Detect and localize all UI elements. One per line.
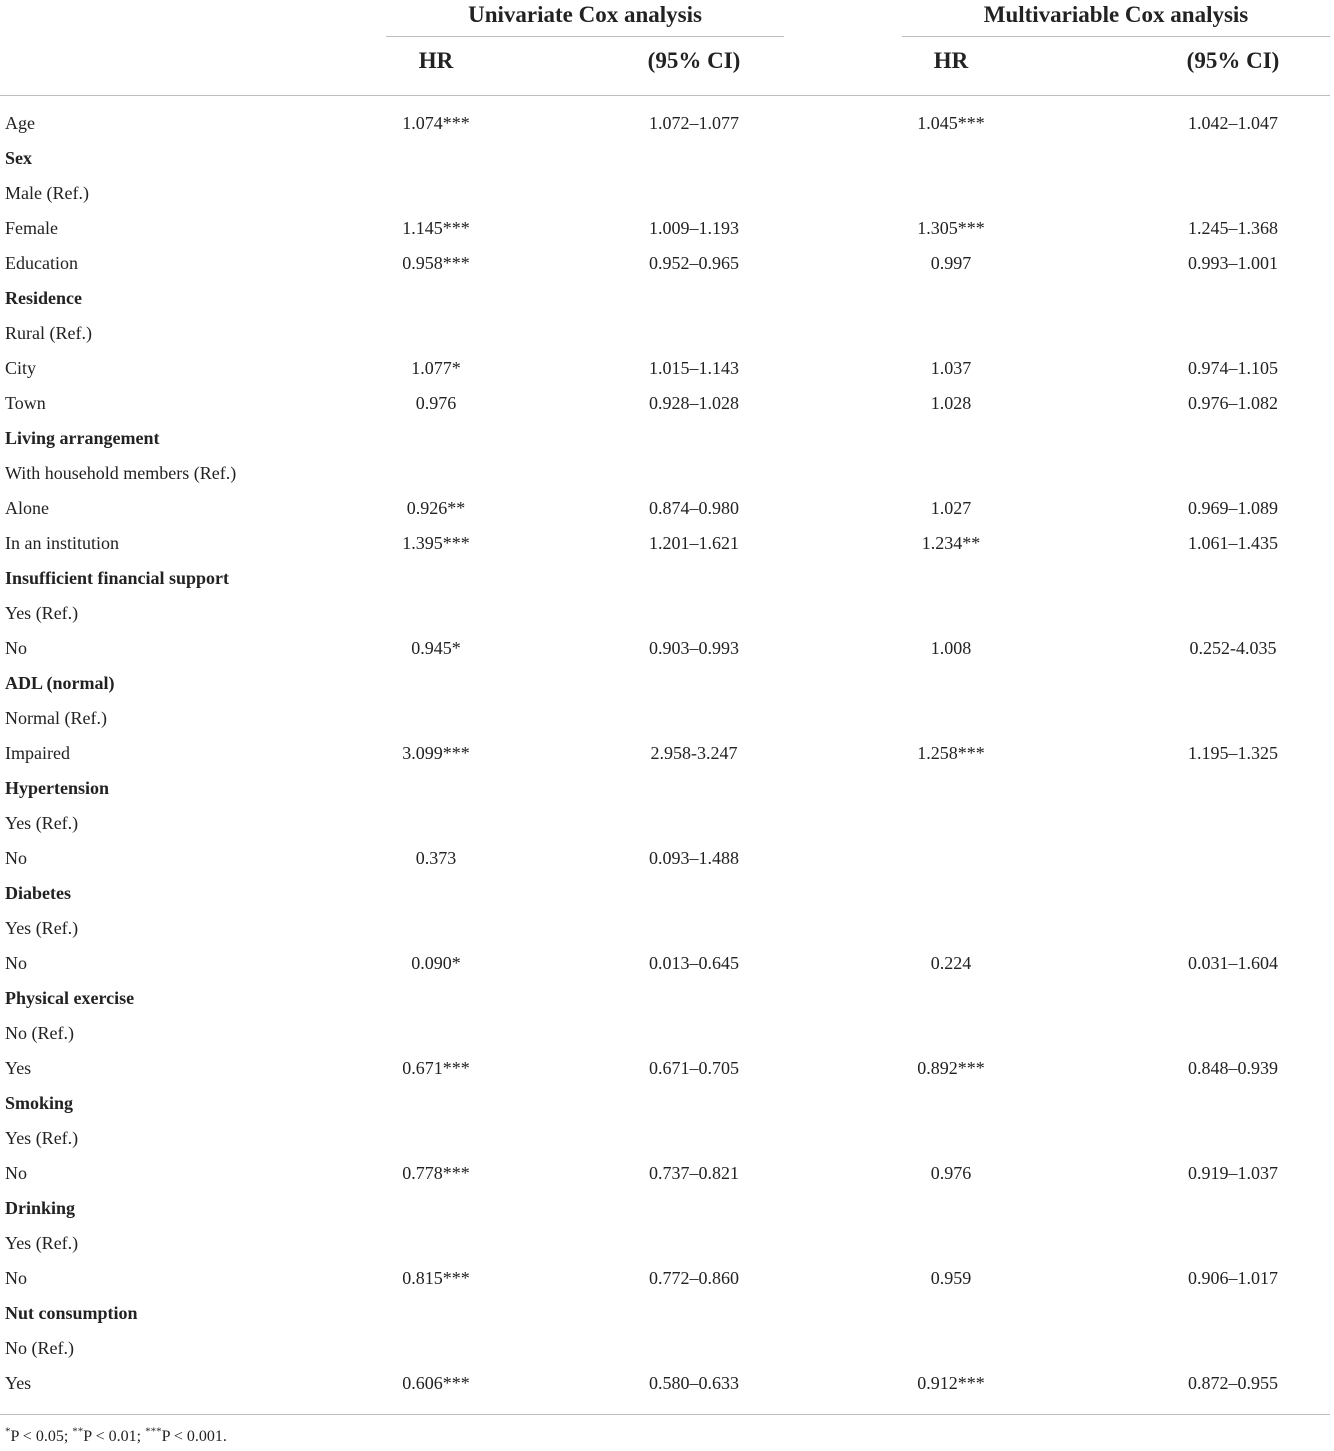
table-row (0, 1297, 1334, 1332)
univariate-hr: 0.606*** (402, 1373, 470, 1393)
univariate-ci: 0.671–0.705 (649, 1058, 739, 1078)
row-label: Drinking (5, 1198, 76, 1218)
footnote-text2: P < 0.01; (83, 1428, 146, 1445)
table-row (0, 387, 1334, 422)
row-label: No (5, 1163, 27, 1183)
footnote (5, 1425, 227, 1446)
multivariable-hr: 0.224 (930, 953, 972, 973)
univariate-underline (386, 36, 784, 37)
row-label: Hypertension (5, 778, 110, 798)
multivariable-ci: 0.976–1.082 (1188, 393, 1278, 413)
row-label: No (Ref.) (5, 1338, 74, 1358)
table-row (0, 877, 1334, 912)
univariate-hr: 1.077* (411, 358, 461, 378)
multivariable-hr: 1.028 (930, 393, 972, 413)
table-row (0, 527, 1334, 562)
univariate-ci: 0.903–0.993 (649, 638, 739, 658)
univariate-hr: 0.778*** (402, 1163, 470, 1183)
univariate-ci: 0.093–1.488 (649, 848, 739, 868)
hr-header-univariate: HR (418, 48, 454, 73)
header-divider (0, 95, 1330, 96)
multivariable-ci: 0.969–1.089 (1188, 498, 1278, 518)
table-row (0, 352, 1334, 387)
row-label: No (5, 1268, 27, 1288)
row-label: With household members (Ref.) (5, 463, 237, 483)
table-row (0, 947, 1334, 982)
multivariable-hr: 0.976 (930, 1163, 972, 1183)
footnote-sig1: * (5, 1425, 11, 1438)
multivariable-ci: 0.872–0.955 (1188, 1373, 1278, 1393)
table-row (0, 842, 1334, 877)
table-row (0, 807, 1334, 842)
row-label: Yes (Ref.) (5, 813, 79, 833)
table-row (0, 912, 1334, 947)
table-row (0, 1122, 1334, 1157)
table-row (0, 562, 1334, 597)
table-row (0, 1367, 1334, 1402)
table-row (0, 1262, 1334, 1297)
table-row (0, 247, 1334, 282)
row-label: Living arrangement (5, 428, 160, 448)
multivariable-ci: 0.906–1.017 (1188, 1268, 1278, 1288)
univariate-ci: 0.874–0.980 (649, 498, 739, 518)
table-row (0, 177, 1334, 212)
row-label: Yes (Ref.) (5, 603, 79, 623)
table-row (0, 1227, 1334, 1262)
multivariable-hr: 1.045*** (917, 113, 985, 133)
multivariable-ci: 1.061–1.435 (1188, 533, 1278, 553)
table-row (0, 702, 1334, 737)
multivariable-hr: 1.027 (930, 498, 972, 518)
multivariable-hr: 0.959 (930, 1268, 972, 1288)
hr-header-multivariable: HR (933, 48, 969, 73)
row-label: City (5, 358, 37, 378)
univariate-ci: 0.013–0.645 (649, 953, 739, 973)
row-label: Town (5, 393, 46, 413)
table-row (0, 1157, 1334, 1192)
row-label: Nut consumption (5, 1303, 138, 1323)
table-row (0, 632, 1334, 667)
row-label: ADL (normal) (5, 673, 115, 693)
multivariable-ci: 0.974–1.105 (1188, 358, 1278, 378)
row-label: Physical exercise (5, 988, 135, 1008)
multivariable-ci: 1.245–1.368 (1188, 218, 1278, 238)
univariate-ci: 1.009–1.193 (649, 218, 739, 238)
univariate-hr: 0.926** (406, 498, 466, 518)
multivariable-ci: 0.919–1.037 (1188, 1163, 1278, 1183)
table-row (0, 422, 1334, 457)
univariate-hr: 0.945* (411, 638, 461, 658)
multivariable-ci: 1.195–1.325 (1188, 743, 1278, 763)
multivariable-ci: 0.031–1.604 (1188, 953, 1278, 973)
multivariable-hr: 1.008 (930, 638, 972, 658)
footnote-text3: P < 0.001. (161, 1428, 227, 1445)
univariate-hr: 1.395*** (402, 533, 470, 553)
univariate-hr: 1.145*** (402, 218, 470, 238)
footnote-text1: P < 0.05; (10, 1428, 73, 1445)
multivariable-hr: 1.234** (921, 533, 981, 553)
row-label: Alone (5, 498, 49, 518)
table-row (0, 142, 1334, 177)
row-label: Sex (5, 148, 32, 168)
multivariable-ci: 0.252-4.035 (1189, 638, 1277, 658)
univariate-ci: 0.737–0.821 (649, 1163, 739, 1183)
multivariable-hr: 0.997 (930, 253, 972, 273)
table-row (0, 282, 1334, 317)
row-label: Yes (5, 1373, 32, 1393)
row-label: In an institution (5, 533, 119, 553)
univariate-hr: 0.815*** (402, 1268, 470, 1288)
univariate-hr: 1.074*** (402, 113, 470, 133)
table-row (0, 212, 1334, 247)
table-row (0, 597, 1334, 632)
multivariable-hr: 1.037 (930, 358, 972, 378)
row-label: No (Ref.) (5, 1023, 74, 1043)
footnote-sig2: ** (72, 1425, 84, 1438)
univariate-hr: 0.671*** (402, 1058, 470, 1078)
multivariable-ci: 0.848–0.939 (1188, 1058, 1278, 1078)
ci-header-multivariable: (95% CI) (1186, 48, 1280, 73)
row-label: Yes (Ref.) (5, 1128, 79, 1148)
univariate-ci: 0.580–0.633 (649, 1373, 739, 1393)
univariate-ci: 1.201–1.621 (649, 533, 739, 553)
table-row (0, 1017, 1334, 1052)
row-label: Education (5, 253, 78, 273)
univariate-hr: 3.099*** (402, 743, 470, 763)
multivariable-ci: 1.042–1.047 (1188, 113, 1278, 133)
univariate-ci: 0.952–0.965 (649, 253, 739, 273)
univariate-hr: 0.976 (415, 393, 457, 413)
row-label: Yes (Ref.) (5, 1233, 79, 1253)
row-label: Rural (Ref.) (5, 323, 92, 343)
ci-header-univariate: (95% CI) (647, 48, 741, 73)
multivariable-ci: 0.993–1.001 (1188, 253, 1278, 273)
row-label: Residence (5, 288, 82, 308)
univariate-header: Univariate Cox analysis (468, 2, 702, 27)
multivariable-hr: 1.305*** (917, 218, 985, 238)
table-row (0, 737, 1334, 772)
row-label: Age (5, 113, 35, 133)
table-row (0, 492, 1334, 527)
row-label: Impaired (5, 743, 70, 763)
table-row (0, 1192, 1334, 1227)
table-row (0, 667, 1334, 702)
table-bottom-rule (0, 1414, 1330, 1415)
row-label: Female (5, 218, 58, 238)
row-label: Diabetes (5, 883, 71, 903)
univariate-hr: 0.958*** (402, 253, 470, 273)
row-label: Normal (Ref.) (5, 708, 107, 728)
univariate-hr: 0.090* (411, 953, 461, 973)
univariate-ci: 2.958-3.247 (650, 743, 738, 763)
row-label: No (5, 638, 27, 658)
table-row (0, 1087, 1334, 1122)
row-label: Smoking (5, 1093, 74, 1113)
multivariable-underline (902, 36, 1330, 37)
multivariable-hr: 1.258*** (917, 743, 985, 763)
row-label: Insufficient financial support (5, 568, 230, 588)
univariate-ci: 0.928–1.028 (649, 393, 739, 413)
univariate-ci: 0.772–0.860 (649, 1268, 739, 1288)
table-row (0, 772, 1334, 807)
univariate-ci: 1.015–1.143 (649, 358, 739, 378)
row-label: Male (Ref.) (5, 183, 89, 203)
table-row (0, 107, 1334, 142)
multivariable-header: Multivariable Cox analysis (983, 2, 1249, 27)
footnote-sig3: *** (145, 1425, 162, 1438)
table-row (0, 1052, 1334, 1087)
table-row (0, 457, 1334, 492)
row-label: Yes (5, 1058, 32, 1078)
row-label: No (5, 953, 27, 973)
row-label: No (5, 848, 27, 868)
row-label: Yes (Ref.) (5, 918, 79, 938)
table-row (0, 317, 1334, 352)
univariate-hr: 0.373 (415, 848, 457, 868)
table-row (0, 982, 1334, 1017)
multivariable-hr: 0.912*** (917, 1373, 985, 1393)
multivariable-hr: 0.892*** (917, 1058, 985, 1078)
table-row (0, 1332, 1334, 1367)
univariate-ci: 1.072–1.077 (649, 113, 739, 133)
